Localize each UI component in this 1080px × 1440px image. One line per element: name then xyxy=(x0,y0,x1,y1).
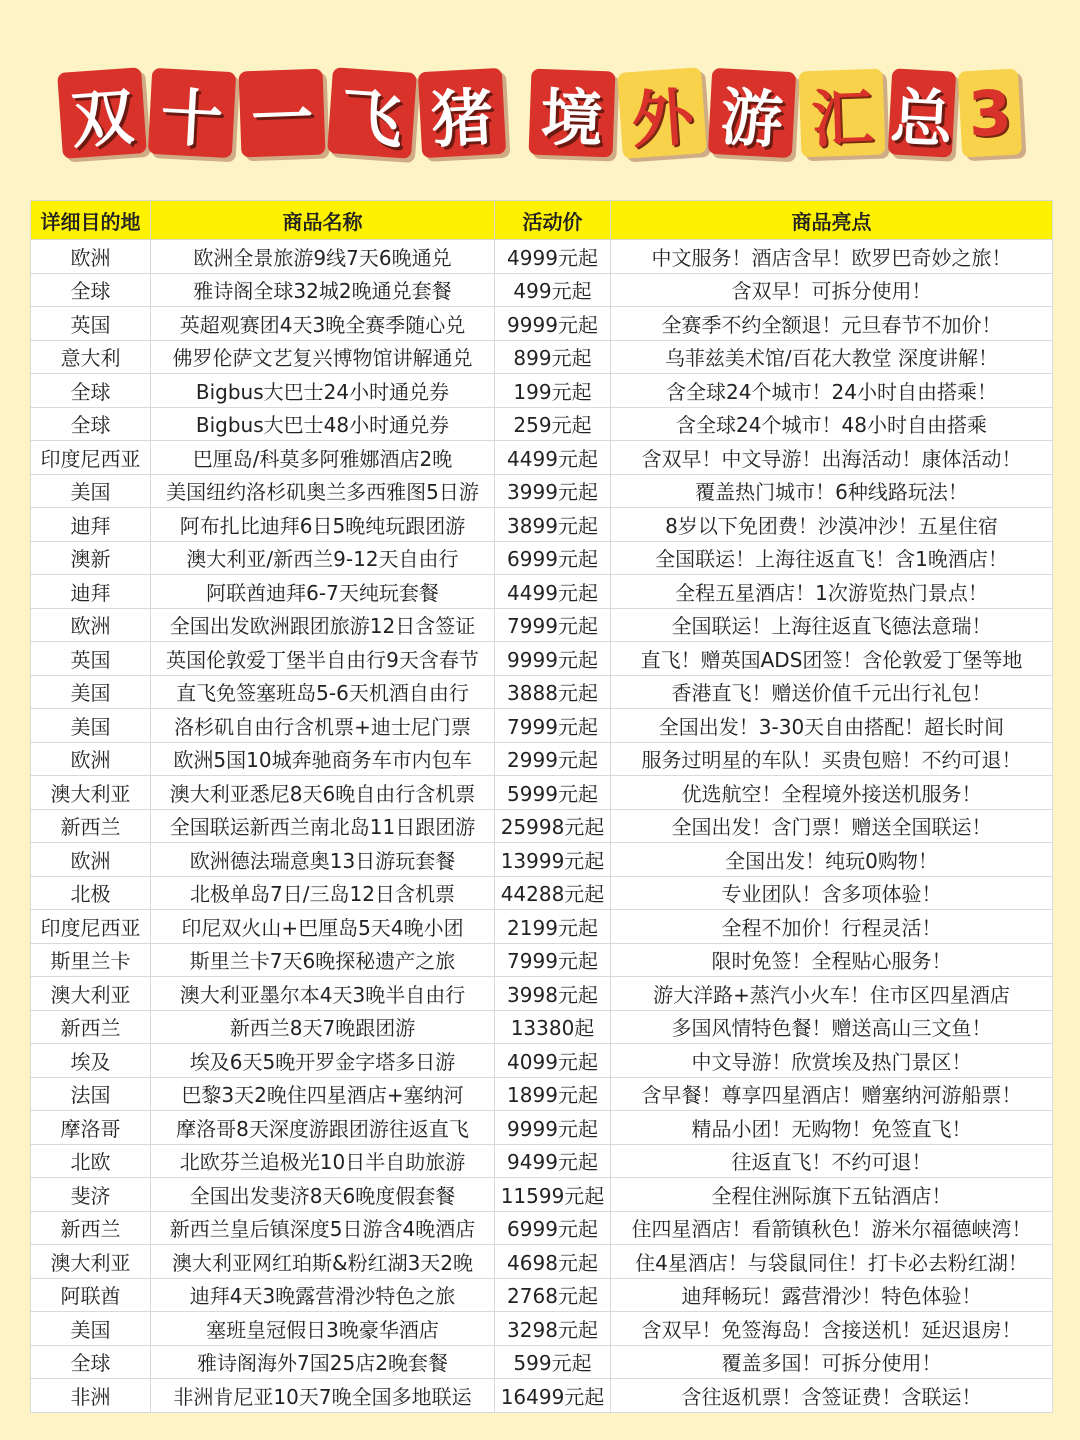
cell-destination: 法国 xyxy=(31,1077,151,1111)
cell-highlight: 限时免签！全程贴心服务！ xyxy=(611,943,1053,977)
cell-price: 9999元起 xyxy=(495,307,611,341)
table-row xyxy=(31,508,1053,542)
cell-destination: 全球 xyxy=(31,407,151,441)
cell-destination: 北极 xyxy=(31,876,151,910)
table-row xyxy=(31,240,1053,274)
cell-destination: 美国 xyxy=(31,675,151,709)
page-title xyxy=(50,60,1030,170)
product-table-container xyxy=(30,200,1052,1413)
cell-highlight: 服务过明星的车队！买贵包赔！不约可退！ xyxy=(611,742,1053,776)
cell-price: 599元起 xyxy=(495,1345,611,1379)
cell-destination: 全球 xyxy=(31,1345,151,1379)
cell-destination: 印度尼西亚 xyxy=(31,910,151,944)
cell-price: 16499元起 xyxy=(495,1379,611,1413)
cell-highlight: 精品小团！无购物！免签直飞！ xyxy=(611,1111,1053,1145)
cell-product-name: 澳大利亚/新西兰9-12天自由行 xyxy=(151,541,495,575)
cell-product-name: 阿布扎比迪拜6日5晚纯玩跟团游 xyxy=(151,508,495,542)
cell-destination: 斯里兰卡 xyxy=(31,943,151,977)
cell-price: 499元起 xyxy=(495,273,611,307)
cell-price: 25998元起 xyxy=(495,809,611,843)
cell-product-name: 埃及6天5晚开罗金字塔多日游 xyxy=(151,1044,495,1078)
cell-product-name: 全国出发欧洲跟团旅游12日含签证 xyxy=(151,608,495,642)
cell-price: 6999元起 xyxy=(495,1211,611,1245)
cell-price: 13999元起 xyxy=(495,843,611,877)
cell-highlight: 全程不加价！行程灵活！ xyxy=(611,910,1053,944)
cell-destination: 全球 xyxy=(31,374,151,408)
header-destination: 详细目的地 xyxy=(31,201,151,240)
cell-destination: 澳大利亚 xyxy=(31,776,151,810)
table-row xyxy=(31,273,1053,307)
cell-highlight: 往返直飞！不约可退！ xyxy=(611,1144,1053,1178)
cell-highlight: 覆盖多国！可拆分使用！ xyxy=(611,1345,1053,1379)
cell-highlight: 全国联运！上海往返直飞！含1晚酒店！ xyxy=(611,541,1053,575)
cell-destination: 摩洛哥 xyxy=(31,1111,151,1145)
cell-product-name: 北极单岛7日/三岛12日含机票 xyxy=(151,876,495,910)
title-char: 十 xyxy=(148,68,236,158)
cell-product-name: 佛罗伦萨文艺复兴博物馆讲解通兑 xyxy=(151,340,495,374)
table-row xyxy=(31,541,1053,575)
cell-highlight: 含双早！可拆分使用！ xyxy=(611,273,1053,307)
cell-highlight: 住四星酒店！看箭镇秋色！游米尔福德峡湾！ xyxy=(611,1211,1053,1245)
cell-product-name: 非洲肯尼亚10天7晚全国多地联运 xyxy=(151,1379,495,1413)
table-row xyxy=(31,776,1053,810)
table-row xyxy=(31,1144,1053,1178)
table-row xyxy=(31,374,1053,408)
cell-highlight: 含全球24个城市！24小时自由搭乘！ xyxy=(611,374,1053,408)
cell-price: 7999元起 xyxy=(495,943,611,977)
cell-product-name: 英国伦敦爱丁堡半自由行9天含春节 xyxy=(151,642,495,676)
cell-price: 9999元起 xyxy=(495,642,611,676)
cell-product-name: 巴黎3天2晚住四星酒店+塞纳河 xyxy=(151,1077,495,1111)
table-header-row xyxy=(31,201,1053,240)
cell-destination: 欧洲 xyxy=(31,742,151,776)
cell-product-name: 新西兰8天7晚跟团游 xyxy=(151,1010,495,1044)
cell-highlight: 香港直飞！赠送价值千元出行礼包！ xyxy=(611,675,1053,709)
cell-price: 2999元起 xyxy=(495,742,611,776)
table-row xyxy=(31,642,1053,676)
cell-highlight: 全国出发！含门票！赠送全国联运！ xyxy=(611,809,1053,843)
cell-price: 3998元起 xyxy=(495,977,611,1011)
cell-destination: 全球 xyxy=(31,273,151,307)
table-row xyxy=(31,1111,1053,1145)
table-row xyxy=(31,307,1053,341)
table-row xyxy=(31,742,1053,776)
table-row xyxy=(31,1178,1053,1212)
cell-destination: 美国 xyxy=(31,474,151,508)
cell-price: 7999元起 xyxy=(495,608,611,642)
title-char: 外 xyxy=(617,67,707,159)
cell-destination: 澳大利亚 xyxy=(31,1245,151,1279)
table-row xyxy=(31,809,1053,843)
cell-destination: 斐济 xyxy=(31,1178,151,1212)
cell-destination: 阿联酋 xyxy=(31,1278,151,1312)
cell-product-name: 印尼双火山+巴厘岛5天4晚小团 xyxy=(151,910,495,944)
cell-price: 13380起 xyxy=(495,1010,611,1044)
cell-product-name: 欧洲全景旅游9线7天6晚通兑 xyxy=(151,240,495,274)
cell-product-name: 迪拜4天3晚露营滑沙特色之旅 xyxy=(151,1278,495,1312)
header-price: 活动价 xyxy=(495,201,611,240)
cell-highlight: 全程五星酒店！1次游览热门景点！ xyxy=(611,575,1053,609)
title-char: 汇 xyxy=(799,69,886,158)
cell-destination: 新西兰 xyxy=(31,1211,151,1245)
cell-price: 899元起 xyxy=(495,340,611,374)
table-row xyxy=(31,1245,1053,1279)
product-table xyxy=(30,200,1053,1413)
table-row xyxy=(31,1010,1053,1044)
cell-product-name: 澳大利亚悉尼8天6晚自由行含机票 xyxy=(151,776,495,810)
title-char: 一 xyxy=(239,69,326,158)
cell-price: 4099元起 xyxy=(495,1044,611,1078)
cell-highlight: 含往返机票！含签证费！含联运！ xyxy=(611,1379,1053,1413)
cell-product-name: 阿联酋迪拜6-7天纯玩套餐 xyxy=(151,575,495,609)
table-row xyxy=(31,1278,1053,1312)
title-char: 3 xyxy=(958,68,1022,157)
cell-highlight: 全赛季不约全额退！元旦春节不加价！ xyxy=(611,307,1053,341)
table-row xyxy=(31,441,1053,475)
cell-price: 9999元起 xyxy=(495,1111,611,1145)
cell-destination: 北欧 xyxy=(31,1144,151,1178)
table-row xyxy=(31,1379,1053,1413)
table-row xyxy=(31,1211,1053,1245)
cell-product-name: 澳大利亚墨尔本4天3晚半自由行 xyxy=(151,977,495,1011)
title-char: 猪 xyxy=(418,68,506,158)
table-row xyxy=(31,709,1053,743)
table-row xyxy=(31,575,1053,609)
table-row xyxy=(31,474,1053,508)
cell-product-name: 雅诗阁全球32城2晚通兑套餐 xyxy=(151,273,495,307)
cell-price: 5999元起 xyxy=(495,776,611,810)
cell-highlight: 全国出发！纯玩0购物！ xyxy=(611,843,1053,877)
cell-price: 44288元起 xyxy=(495,876,611,910)
cell-price: 259元起 xyxy=(495,407,611,441)
cell-highlight: 住4星酒店！与袋鼠同住！打卡必去粉红湖！ xyxy=(611,1245,1053,1279)
title-char: 飞 xyxy=(327,67,417,159)
cell-product-name: 新西兰皇后镇深度5日游含4晚酒店 xyxy=(151,1211,495,1245)
cell-highlight: 中文导游！欣赏埃及热门景区！ xyxy=(611,1044,1053,1078)
cell-product-name: Bigbus大巴士24小时通兑券 xyxy=(151,374,495,408)
cell-highlight: 8岁以下免团费！沙漠冲沙！五星住宿 xyxy=(611,508,1053,542)
cell-product-name: 英超观赛团4天3晚全赛季随心兑 xyxy=(151,307,495,341)
title-char: 境 xyxy=(529,69,616,158)
cell-destination: 印度尼西亚 xyxy=(31,441,151,475)
cell-highlight: 覆盖热门城市！6种线路玩法！ xyxy=(611,474,1053,508)
cell-product-name: 洛杉矶自由行含机票+迪士尼门票 xyxy=(151,709,495,743)
cell-price: 6999元起 xyxy=(495,541,611,575)
cell-destination: 迪拜 xyxy=(31,575,151,609)
cell-product-name: 摩洛哥8天深度游跟团游往返直飞 xyxy=(151,1111,495,1145)
cell-highlight: 游大洋路+蒸汽小火车！住市区四星酒店 xyxy=(611,977,1053,1011)
cell-price: 2768元起 xyxy=(495,1278,611,1312)
cell-destination: 美国 xyxy=(31,709,151,743)
title-char: 总 xyxy=(888,68,956,157)
cell-product-name: 欧洲德法瑞意奥13日游玩套餐 xyxy=(151,843,495,877)
cell-destination: 澳大利亚 xyxy=(31,977,151,1011)
table-row xyxy=(31,876,1053,910)
cell-product-name: 北欧芬兰追极光10日半自助旅游 xyxy=(151,1144,495,1178)
table-row xyxy=(31,843,1053,877)
cell-destination: 澳新 xyxy=(31,541,151,575)
cell-product-name: 雅诗阁海外7国25店2晚套餐 xyxy=(151,1345,495,1379)
table-row xyxy=(31,910,1053,944)
cell-highlight: 全国出发！3-30天自由搭配！超长时间 xyxy=(611,709,1053,743)
cell-price: 4499元起 xyxy=(495,575,611,609)
cell-highlight: 含双早！中文导游！出海活动！康体活动！ xyxy=(611,441,1053,475)
cell-highlight: 含早餐！尊享四星酒店！赠塞纳河游船票！ xyxy=(611,1077,1053,1111)
cell-price: 11599元起 xyxy=(495,1178,611,1212)
cell-destination: 非洲 xyxy=(31,1379,151,1413)
cell-highlight: 乌菲兹美术馆/百花大教堂 深度讲解！ xyxy=(611,340,1053,374)
cell-destination: 新西兰 xyxy=(31,809,151,843)
title-char: 双 xyxy=(57,67,147,159)
cell-destination: 埃及 xyxy=(31,1044,151,1078)
cell-highlight: 专业团队！含多项体验！ xyxy=(611,876,1053,910)
table-row xyxy=(31,1345,1053,1379)
table-row xyxy=(31,608,1053,642)
title-char: 游 xyxy=(708,68,796,158)
table-row xyxy=(31,943,1053,977)
cell-product-name: 全国联运新西兰南北岛11日跟团游 xyxy=(151,809,495,843)
cell-highlight: 优选航空！全程境外接送机服务！ xyxy=(611,776,1053,810)
cell-product-name: 欧洲5国10城奔驰商务车市内包车 xyxy=(151,742,495,776)
cell-product-name: 澳大利亚网红珀斯&粉红湖3天2晚 xyxy=(151,1245,495,1279)
cell-highlight: 全国联运！上海往返直飞德法意瑞！ xyxy=(611,608,1053,642)
cell-price: 2199元起 xyxy=(495,910,611,944)
cell-product-name: 直飞免签塞班岛5-6天机酒自由行 xyxy=(151,675,495,709)
cell-price: 199元起 xyxy=(495,374,611,408)
cell-price: 7999元起 xyxy=(495,709,611,743)
cell-product-name: 塞班皇冠假日3晚豪华酒店 xyxy=(151,1312,495,1346)
table-row xyxy=(31,977,1053,1011)
cell-destination: 欧洲 xyxy=(31,240,151,274)
cell-price: 3888元起 xyxy=(495,675,611,709)
cell-destination: 美国 xyxy=(31,1312,151,1346)
cell-highlight: 直飞！赠英国ADS团签！含伦敦爱丁堡等地 xyxy=(611,642,1053,676)
table-row xyxy=(31,1312,1053,1346)
cell-highlight: 全程住洲际旗下五钻酒店！ xyxy=(611,1178,1053,1212)
table-row xyxy=(31,675,1053,709)
cell-highlight: 含双早！免签海岛！含接送机！延迟退房！ xyxy=(611,1312,1053,1346)
cell-destination: 意大利 xyxy=(31,340,151,374)
cell-price: 3899元起 xyxy=(495,508,611,542)
cell-highlight: 迪拜畅玩！露营滑沙！特色体验！ xyxy=(611,1278,1053,1312)
cell-highlight: 含全球24个城市！48小时自由搭乘 xyxy=(611,407,1053,441)
cell-price: 3298元起 xyxy=(495,1312,611,1346)
cell-product-name: Bigbus大巴士48小时通兑券 xyxy=(151,407,495,441)
cell-price: 9499元起 xyxy=(495,1144,611,1178)
cell-product-name: 斯里兰卡7天6晚探秘遗产之旅 xyxy=(151,943,495,977)
cell-destination: 迪拜 xyxy=(31,508,151,542)
table-row xyxy=(31,340,1053,374)
cell-destination: 欧洲 xyxy=(31,608,151,642)
cell-price: 3999元起 xyxy=(495,474,611,508)
header-product-name: 商品名称 xyxy=(151,201,495,240)
table-row xyxy=(31,1044,1053,1078)
cell-price: 4698元起 xyxy=(495,1245,611,1279)
cell-destination: 英国 xyxy=(31,642,151,676)
cell-destination: 英国 xyxy=(31,307,151,341)
cell-highlight: 中文服务！酒店含早！欧罗巴奇妙之旅！ xyxy=(611,240,1053,274)
cell-destination: 新西兰 xyxy=(31,1010,151,1044)
table-row xyxy=(31,407,1053,441)
cell-price: 1899元起 xyxy=(495,1077,611,1111)
cell-destination: 欧洲 xyxy=(31,843,151,877)
cell-product-name: 巴厘岛/科莫多阿雅娜酒店2晚 xyxy=(151,441,495,475)
table-row xyxy=(31,1077,1053,1111)
cell-highlight: 多国风情特色餐！赠送高山三文鱼！ xyxy=(611,1010,1053,1044)
cell-product-name: 全国出发斐济8天6晚度假套餐 xyxy=(151,1178,495,1212)
cell-product-name: 美国纽约洛杉矶奥兰多西雅图5日游 xyxy=(151,474,495,508)
cell-price: 4499元起 xyxy=(495,441,611,475)
header-highlight: 商品亮点 xyxy=(611,201,1053,240)
cell-price: 4999元起 xyxy=(495,240,611,274)
